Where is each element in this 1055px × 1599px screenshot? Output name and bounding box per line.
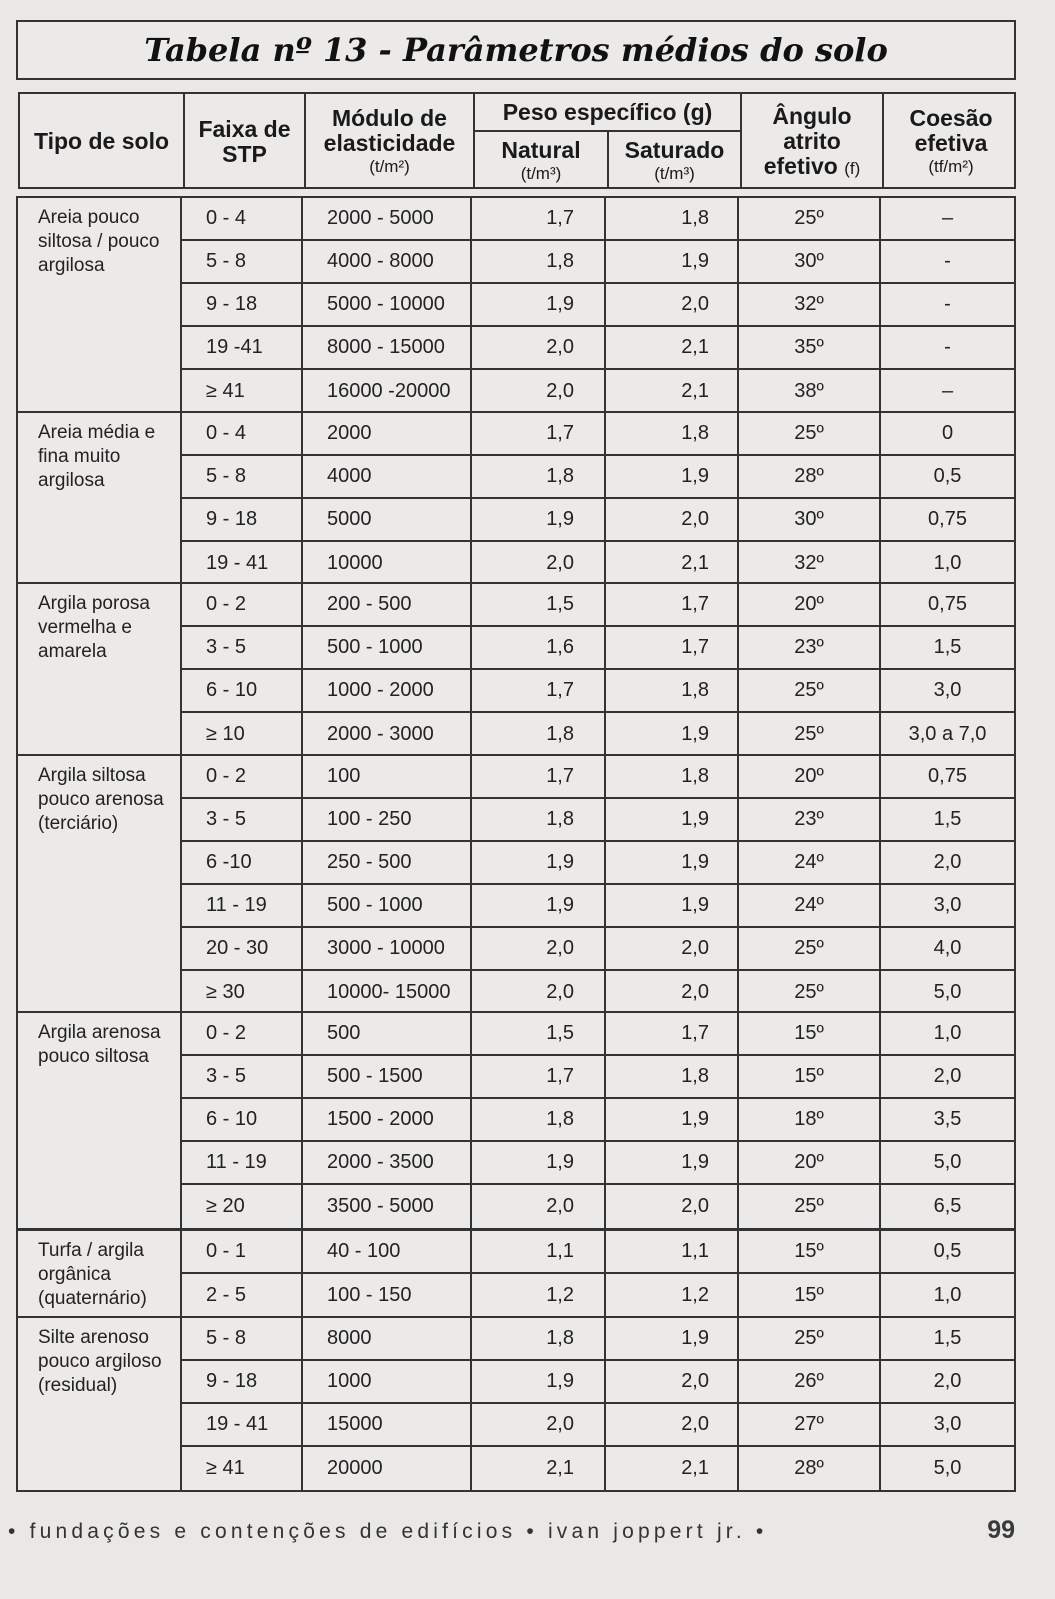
header-modulo-line1: Módulo de [332,105,447,132]
cell-natural-weight: 1,9 [472,499,606,542]
cell-natural-weight: 2,0 [472,1404,606,1447]
cell-stp-range: 19 -41 [182,327,303,370]
cell-stp-range: 20 - 30 [182,928,303,971]
cell-friction-angle: 23º [739,627,881,670]
cell-friction-angle: 25º [739,971,881,1014]
cell-stp-range: 0 - 2 [182,756,303,799]
cell-elastic-modulus: 40 - 100 [303,1231,472,1274]
cell-natural-weight: 2,0 [472,327,606,370]
table-header [18,92,1016,189]
cell-cohesion: 1,5 [881,799,1014,842]
soil-type-line: Argila arenosa [38,1022,161,1043]
cell-elastic-modulus: 1500 - 2000 [303,1099,472,1142]
cell-stp-range: 3 - 5 [182,627,303,670]
cell-natural-weight: 1,8 [472,456,606,499]
header-saturado-unit: (t/m³) [654,163,695,183]
cell-cohesion: - [881,284,1014,327]
cell-stp-range: 0 - 2 [182,584,303,627]
cell-cohesion: – [941,380,954,402]
header-saturado-label: Saturado [624,136,725,163]
cell-saturated-weight: 2,0 [606,1185,739,1228]
cell-cohesion: 2,0 [881,842,1014,885]
cell-natural-weight: 2,0 [472,370,606,413]
cell-saturated-weight: 1,9 [606,885,739,928]
cell-natural-weight: 1,2 [472,1274,606,1317]
cell-saturated-weight: 1,8 [606,670,739,713]
cell-stp-range: ≥ 20 [182,1185,303,1228]
cell-natural-weight: 1,7 [472,198,606,241]
cell-friction-angle: 25º [739,1318,881,1361]
cell-elastic-modulus: 2000 - 3000 [303,713,472,756]
header-angulo-symbol: (f) [844,158,861,178]
cell-saturated-weight: 1,9 [606,456,739,499]
page-number: 99 [987,1516,1015,1544]
cell-stp-range: 5 - 8 [182,241,303,284]
cell-stp-range: 3 - 5 [182,1056,303,1099]
soil-type-line: pouco argiloso [38,1351,162,1372]
cell-friction-angle: 20º [739,1142,881,1185]
cell-cohesion: 1,0 [881,1013,1014,1056]
header-faixa-line2: STP [222,140,267,167]
cell-elastic-modulus: 5000 - 10000 [303,284,472,327]
cell-elastic-modulus: 2000 - 5000 [303,198,472,241]
header-angulo-efetivo: efetivo [763,152,838,179]
cell-cohesion: 5,0 [933,1457,962,1479]
header-peso-label: Peso específico (g) [502,98,713,125]
cell-saturated-weight: 1,9 [606,241,739,284]
cell-elastic-modulus: 16000 -20000 [303,370,472,413]
cell-saturated-weight: 1,9 [606,799,739,842]
cell-stp-range: 11 - 19 [182,885,303,928]
soil-group-silte-arenoso [16,1316,1016,1492]
cell-cohesion: 0,75 [881,756,1014,799]
cell-cohesion: 0 [881,413,1014,456]
header-faixa-stp [183,94,304,189]
header-natural-label: Natural [501,136,581,163]
cell-friction-angle: 26º [739,1361,881,1404]
cell-elastic-modulus: 500 - 1500 [303,1056,472,1099]
soil-group-argila-porosa [16,582,1016,758]
cell-natural-weight: 1,7 [472,670,606,713]
cell-friction-angle: 28º [739,456,881,499]
cell-cohesion: 2,0 [881,1361,1014,1404]
cell-friction-angle: 32º [739,284,881,327]
cell-natural-weight: 2,0 [472,1185,606,1228]
cell-natural-weight: 1,9 [472,1361,606,1404]
cell-saturated-weight: 2,1 [606,1447,739,1490]
cell-elastic-modulus: 1000 [303,1361,472,1404]
cell-saturated-weight: 1,9 [606,1099,739,1142]
cell-saturated-weight: 2,1 [606,327,739,370]
cell-stp-range: 9 - 18 [182,499,303,542]
cell-elastic-modulus: 1000 - 2000 [303,670,472,713]
cell-friction-angle: 25º [739,928,881,971]
header-coesao-efetiva [882,94,1018,189]
cell-elastic-modulus: 15000 [303,1404,472,1447]
cell-friction-angle: 38º [739,370,881,413]
cell-friction-angle: 23º [739,799,881,842]
cell-cohesion: - [881,327,1014,370]
cell-elastic-modulus: 2000 [303,413,472,456]
cell-stp-range: 0 - 4 [182,198,303,241]
cell-cohesion: 3,0 a 7,0 [908,723,987,745]
cell-saturated-weight: 1,7 [606,584,739,627]
soil-type-line: vermelha e [38,617,132,638]
cell-stp-range: ≥ 30 [182,971,303,1014]
soil-type-line: fina muito [38,446,121,467]
cell-stp-range: 0 - 1 [182,1231,303,1274]
cell-natural-weight: 1,7 [472,413,606,456]
cell-saturated-weight: 2,0 [606,284,739,327]
cell-friction-angle: 25º [739,1185,881,1228]
soil-group-argila-arenosa [16,1011,1016,1230]
soil-type-label [18,413,182,585]
header-angulo-atrito [740,94,882,189]
soil-type-line: orgânica [38,1264,111,1285]
cell-stp-range: 5 - 8 [182,1318,303,1361]
soil-group-argila-siltosa [16,754,1016,1016]
cell-natural-weight: 1,8 [472,1099,606,1142]
cell-saturated-weight: 1,9 [606,1318,739,1361]
cell-friction-angle: 15º [739,1231,881,1274]
header-coesao-line2: efetiva [914,130,988,157]
soil-type-label [18,1231,182,1317]
cell-saturated-weight: 1,7 [606,1013,739,1056]
soil-type-label [18,1318,182,1490]
cell-cohesion: 0,75 [881,584,1014,627]
cell-saturated-weight: 1,8 [606,756,739,799]
soil-type-line: Argila siltosa [38,765,146,786]
page-footer [0,1516,1055,1556]
cell-natural-weight: 2,0 [472,928,606,971]
cell-cohesion: 3,0 [881,885,1014,928]
header-peso-especifico [473,94,740,132]
cell-friction-angle: 30º [739,241,881,284]
cell-saturated-weight: 1,1 [606,1231,739,1274]
cell-saturated-weight: 2,0 [606,499,739,542]
cell-saturated-weight: 1,8 [606,1056,739,1099]
cell-natural-weight: 2,1 [472,1447,606,1490]
cell-saturated-weight: 2,1 [606,542,739,585]
cell-natural-weight: 1,9 [472,284,606,327]
cell-elastic-modulus: 8000 [303,1318,472,1361]
cell-natural-weight: 1,8 [472,241,606,284]
soil-type-line: Areia pouco [38,207,140,228]
cell-saturated-weight: 1,2 [606,1274,739,1317]
soil-type-line: argilosa [38,255,105,276]
cell-friction-angle: 24º [739,842,881,885]
cell-natural-weight: 1,9 [472,842,606,885]
cell-elastic-modulus: 500 - 1000 [303,885,472,928]
cell-elastic-modulus: 500 - 1000 [303,627,472,670]
cell-friction-angle: 15º [739,1013,881,1056]
cell-saturated-weight: 1,9 [606,1142,739,1185]
cell-elastic-modulus: 200 - 500 [303,584,472,627]
cell-saturated-weight: 2,0 [606,1361,739,1404]
cell-cohesion: 3,0 [881,1404,1014,1447]
cell-friction-angle: 32º [739,542,881,585]
soil-type-line: siltosa / pouco [38,231,160,252]
cell-friction-angle: 20º [739,756,881,799]
cell-stp-range: 19 - 41 [182,542,303,585]
soil-type-line: pouco siltosa [38,1046,149,1067]
cell-cohesion: 0,75 [881,499,1014,542]
cell-friction-angle: 25º [739,198,881,241]
soil-group-areia-pouco-siltosa [16,196,1016,415]
cell-natural-weight: 1,7 [472,756,606,799]
cell-cohesion: 2,0 [881,1056,1014,1099]
cell-elastic-modulus: 250 - 500 [303,842,472,885]
soil-type-label [18,198,182,413]
cell-elastic-modulus: 5000 [303,499,472,542]
cell-natural-weight: 1,8 [472,1318,606,1361]
soil-type-line: amarela [38,641,107,662]
cell-friction-angle: 30º [739,499,881,542]
header-tipo-label: Tipo de solo [33,128,170,155]
cell-elastic-modulus: 2000 - 3500 [303,1142,472,1185]
cell-elastic-modulus: 3500 - 5000 [303,1185,472,1228]
cell-elastic-modulus: 10000 [303,542,472,585]
cell-cohesion: 1,5 [881,627,1014,670]
cell-natural-weight: 2,0 [472,542,606,585]
cell-elastic-modulus: 8000 - 15000 [303,327,472,370]
cell-natural-weight: 1,9 [472,1142,606,1185]
cell-friction-angle: 25º [739,670,881,713]
cell-friction-angle: 25º [739,413,881,456]
cell-cohesion: - [881,241,1014,284]
cell-stp-range: 6 - 10 [182,670,303,713]
header-angulo-line2: atrito [783,128,841,155]
cell-stp-range: 11 - 19 [182,1142,303,1185]
cell-cohesion: 6,5 [933,1195,962,1217]
cell-saturated-weight: 2,0 [606,928,739,971]
cell-stp-range: 6 - 10 [182,1099,303,1142]
cell-elastic-modulus: 4000 - 8000 [303,241,472,284]
cell-cohesion: 4,0 [881,928,1014,971]
cell-friction-angle: 27º [739,1404,881,1447]
cell-cohesion: – [881,198,1014,241]
header-natural [473,132,607,189]
cell-elastic-modulus: 3000 - 10000 [303,928,472,971]
cell-saturated-weight: 1,9 [606,713,739,756]
cell-natural-weight: 2,0 [472,971,606,1014]
footer-text: • fundações e contenções de edifícios • ivan joppert jr. • [8,1520,768,1543]
cell-stp-range: 0 - 2 [182,1013,303,1056]
header-coesao-unit: (tf/m²) [928,157,974,177]
soil-type-label [18,1013,182,1228]
cell-saturated-weight: 1,8 [606,198,739,241]
header-modulo-line2: elasticidade [323,130,456,157]
cell-saturated-weight: 1,7 [606,627,739,670]
cell-friction-angle: 35º [739,327,881,370]
header-modulo-unit: (t/m²) [369,157,410,177]
soil-type-line: Turfa / argila [38,1240,144,1261]
cell-natural-weight: 1,9 [472,885,606,928]
cell-stp-range: 6 -10 [182,842,303,885]
cell-saturated-weight: 2,0 [606,1404,739,1447]
soil-group-turfa-argila [16,1229,1016,1319]
header-faixa-line1: Faixa de [198,115,291,142]
cell-natural-weight: 1,1 [472,1231,606,1274]
cell-cohesion: 0,5 [881,456,1014,499]
header-saturado [607,132,740,189]
soil-type-line: (terciário) [38,813,119,834]
cell-friction-angle: 25º [739,713,881,756]
cell-cohesion: 1,0 [933,1284,962,1306]
cell-stp-range: 2 - 5 [182,1274,303,1317]
header-angulo-line1: Ângulo [772,103,852,130]
header-natural-unit: (t/m³) [520,163,562,183]
header-coesao-line1: Coesão [909,105,993,132]
cell-friction-angle: 15º [739,1056,881,1099]
soil-type-line: Areia média e [38,422,156,443]
cell-cohesion: 5,0 [881,1142,1014,1185]
cell-stp-range: 0 - 4 [182,413,303,456]
header-modulo-elasticidade [304,94,473,189]
cell-elastic-modulus: 10000- 15000 [303,971,472,1014]
cell-friction-angle: 20º [739,584,881,627]
cell-cohesion: 3,0 [881,670,1014,713]
cell-stp-range: ≥ 41 [182,370,303,413]
cell-cohesion: 1,0 [933,552,962,574]
cell-stp-range: 19 - 41 [182,1404,303,1447]
cell-stp-range: 5 - 8 [182,456,303,499]
soil-type-label [18,584,182,756]
soil-type-line: argilosa [38,470,105,491]
cell-elastic-modulus: 100 - 250 [303,799,472,842]
cell-elastic-modulus: 100 [303,756,472,799]
cell-natural-weight: 1,8 [472,713,606,756]
cell-cohesion: 1,5 [881,1318,1014,1361]
cell-natural-weight: 1,5 [472,1013,606,1056]
cell-friction-angle: 15º [739,1274,881,1317]
cell-saturated-weight: 1,8 [606,413,739,456]
cell-natural-weight: 1,8 [472,799,606,842]
soil-type-line: Argila porosa [38,593,150,614]
soil-type-line: pouco arenosa [38,789,164,810]
soil-group-areia-media-fina [16,411,1016,587]
cell-natural-weight: 1,6 [472,627,606,670]
cell-natural-weight: 1,7 [472,1056,606,1099]
table-title: Tabela nº 13 - Parâmetros médios do solo [16,20,1016,80]
cell-stp-range: ≥ 41 [182,1447,303,1490]
cell-saturated-weight: 1,9 [606,842,739,885]
cell-saturated-weight: 2,1 [606,370,739,413]
cell-natural-weight: 1,5 [472,584,606,627]
soil-type-label [18,756,182,1014]
header-tipo-de-solo [20,94,183,189]
cell-friction-angle: 18º [739,1099,881,1142]
soil-type-line: Silte arenoso [38,1327,149,1348]
header-angulo-line3 [764,154,861,179]
cell-stp-range: 9 - 18 [182,284,303,327]
cell-friction-angle: 28º [739,1447,881,1490]
cell-stp-range: 3 - 5 [182,799,303,842]
cell-saturated-weight: 2,0 [606,971,739,1014]
cell-cohesion: 0,5 [881,1231,1014,1274]
soil-type-line: (residual) [38,1375,118,1396]
cell-friction-angle: 24º [739,885,881,928]
cell-cohesion: 5,0 [933,981,962,1003]
cell-elastic-modulus: 4000 [303,456,472,499]
cell-cohesion: 3,5 [881,1099,1014,1142]
cell-stp-range: 9 - 18 [182,1361,303,1404]
cell-elastic-modulus: 20000 [303,1447,472,1490]
cell-elastic-modulus: 100 - 150 [303,1274,472,1317]
cell-elastic-modulus: 500 [303,1013,472,1056]
cell-stp-range: ≥ 10 [182,713,303,756]
soil-type-line: (quaternário) [38,1288,147,1309]
